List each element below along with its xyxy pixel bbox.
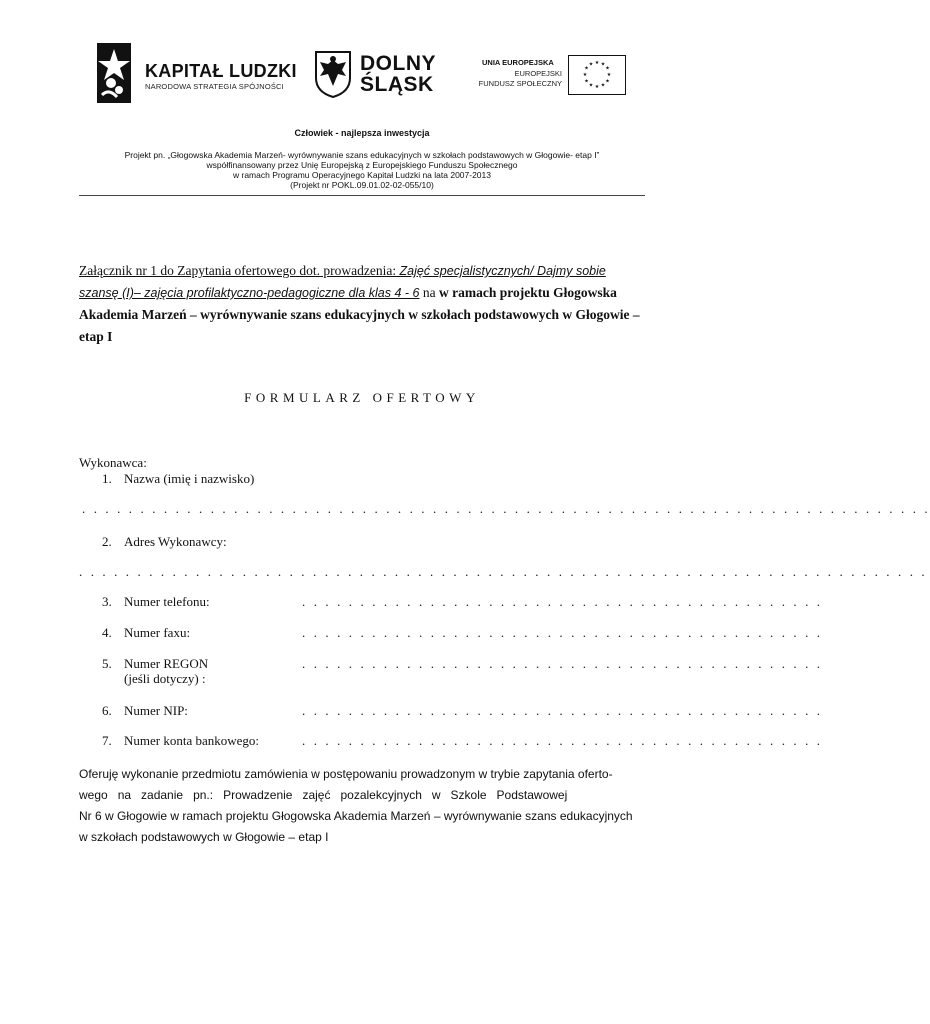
regon-field[interactable]: . . . . . . . . . . . . . . . . . . . . . . . . . . . . . . . . . . . . . . . . . . . . . (302, 656, 823, 671)
item-7-label: Numer konta bankowego: (124, 733, 260, 748)
offer-line-3: Nr 6 w Głogowie w ramach projektu Głogowska Akademia Marzeń – wyrównywanie szans edukacyjnych (79, 809, 633, 823)
kapital-ludzki-icon (97, 43, 131, 103)
fax-field[interactable]: . . . . . . . . . . . . . . . . . . . . . . . . . . . . . . . . . . . . . . . . . . . . . (302, 625, 823, 640)
offer-line-1: Oferuję wykonanie przedmiotu zamówienia w postępowaniu prowadzonym w trybie zapytania oferto- (79, 767, 613, 781)
svg-text:★: ★ (594, 60, 600, 66)
item-3-label: Numer telefonu: (124, 594, 210, 609)
kapital-ludzki-subtitle: NARODOWA STRATEGIA SPÓJNOŚCI (145, 82, 284, 91)
svg-text:★: ★ (584, 65, 589, 72)
attachment-prefix: Załącznik nr 1 do Zapytania ofertowego dot. prowadzenia: (79, 263, 400, 278)
offer-paragraph (79, 764, 645, 848)
eagle-crest-icon (314, 50, 352, 98)
name-field[interactable]: . . . . . . . . . . . . . . . . . . . . . . . . . . . . . . . . . . . . . . . . . . . . . . . . . . . . . . . . . . . . . . . . . . . . . . . . . (82, 501, 930, 516)
svg-text:★: ★ (600, 61, 606, 68)
attachment-italic: Zajęć specjalistycznych/ Dajmy sobie szansę (I)– zajęcia profilaktyczno-pedagogiczne dla klas 4 - 6 (79, 264, 606, 300)
item-2-label: Adres Wykonawcy: (124, 534, 227, 549)
svg-text:★: ★ (582, 72, 588, 78)
svg-text:★: ★ (600, 82, 606, 89)
project-line-1: Projekt pn. „Głogowska Akademia Marzeń- wyrównywanie szans edukacyjnych w szkołach podstawowych w Głogowie- etap I” (124, 150, 600, 160)
item-1-label: Nazwa (imię i nazwisko) (124, 471, 255, 486)
attachment-heading (79, 260, 645, 348)
svg-text:★: ★ (588, 61, 594, 68)
project-line-2: współfinansowany przez Unię Europejską z Europejskiego Funduszu Społecznego (206, 160, 518, 170)
eu-logo (470, 55, 628, 95)
svg-text:★: ★ (605, 78, 610, 85)
kapital-ludzki-title: KAPITAŁ LUDZKI (145, 61, 297, 81)
bank-account-field[interactable]: . . . . . . . . . . . . . . . . . . . . . . . . . . . . . . . . . . . . . . . . . . . . . (302, 733, 823, 748)
svg-text:★: ★ (584, 78, 589, 85)
dolny-slask-line1: DOLNY (360, 52, 436, 75)
eu-line2: FUNDUSZ SPOŁECZNY (478, 79, 562, 88)
eu-flag-icon (568, 55, 626, 95)
item-5-sublabel: (jeśli dotyczy) : (124, 671, 206, 686)
project-line-3: w ramach Programu Operacyjnego Kapitał Ludzki na lata 2007-2013 (233, 170, 491, 180)
dolny-slask-line2: ŚLĄSK (360, 73, 434, 96)
offer-line-2: wego na zadanie pn.: Prowadzenie zajęć pozalekcyjnych w Szkole Podstawowej (79, 788, 568, 802)
item-3-num: 3. (102, 594, 112, 609)
item-5-label: Numer REGON (124, 656, 209, 671)
project-line-4: (Projekt nr POKL.09.01.02-02-055/10) (290, 180, 434, 190)
svg-text:★: ★ (606, 72, 612, 78)
item-5-num: 5. (102, 656, 112, 671)
svg-text:★: ★ (594, 84, 600, 90)
dolny-slask-logo (314, 50, 444, 100)
eu-line1: EUROPEJSKI (514, 69, 562, 78)
project-info (0, 150, 724, 190)
nip-field[interactable]: . . . . . . . . . . . . . . . . . . . . . . . . . . . . . . . . . . . . . . . . . . . . . (302, 703, 823, 718)
item-6-label: Numer NIP: (124, 703, 188, 718)
phone-field[interactable]: . . . . . . . . . . . . . . . . . . . . . . . . . . . . . . . . . . . . . . . . . . . . . (302, 594, 823, 609)
item-4-label: Numer faxu: (124, 625, 191, 640)
motto: Człowiek - najlepsza inwestycja (294, 128, 430, 138)
eu-title: UNIA EUROPEJSKA (482, 58, 554, 67)
item-6-num: 6. (102, 703, 112, 718)
item-4-num: 4. (102, 625, 112, 640)
kapital-ludzki-logo (97, 43, 297, 103)
item-7-num: 7. (102, 733, 112, 748)
item-1-num: 1. (102, 471, 112, 486)
header-divider (79, 195, 645, 196)
item-2-num: 2. (102, 534, 112, 549)
wykonawca-label: Wykonawca: (79, 455, 147, 470)
svg-text:★: ★ (588, 82, 594, 89)
attachment-middle: na (419, 285, 439, 300)
form-title: FORMULARZ OFERTOWY (244, 390, 480, 405)
offer-line-4: w szkołach podstawowych w Głogowie – etap I (79, 830, 329, 844)
attachment-bold: w ramach projektu Głogowska Akademia Marzeń – wyrównywanie szans edukacyjnych w szkołach podstawowych w Głogowie – etap I (79, 285, 640, 344)
svg-text:★: ★ (605, 65, 610, 72)
address-field[interactable]: . . . . . . . . . . . . . . . . . . . . . . . . . . . . . . . . . . . . . . . . . . . . . . . . . . . . . . . . . . . . . . . . . . . . . . . . . (79, 564, 928, 579)
